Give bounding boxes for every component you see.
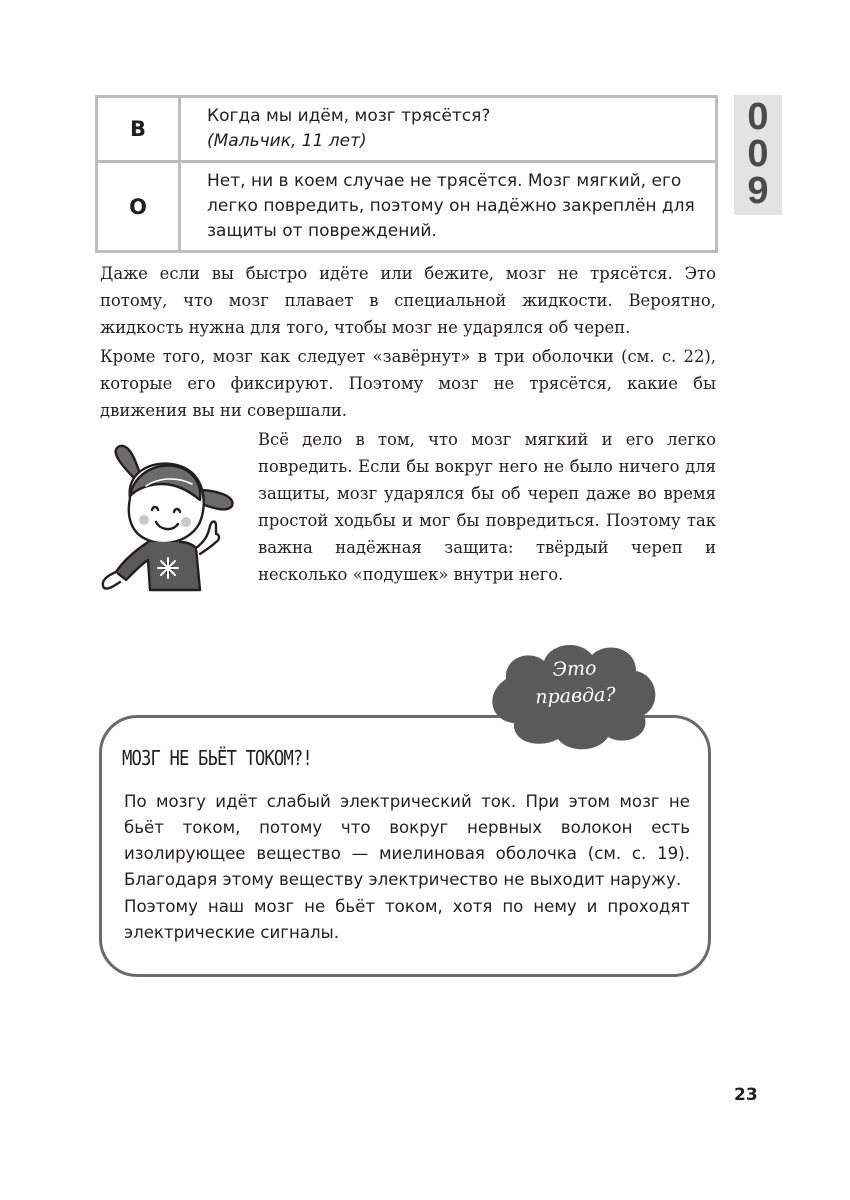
fact-box-paragraph-1: По мозгу идёт слабый электрический ток. При этом мозг не бьёт током, потому что вокруг нервных волокон есть изолирующее вещество — миелиновая оболочка (см. с. 19). Благодаря этому веществу электричество не выходит наружу. (124, 792, 690, 889)
answer-letter: О (97, 162, 180, 252)
question-text: Когда мы идём, мозг трясётся? (207, 106, 491, 126)
cloud-line-2: правда? (534, 683, 616, 709)
question-cell (180, 97, 717, 162)
tab-digit-1: 0 (747, 96, 769, 138)
question-letter: В (97, 97, 180, 162)
cloud-line-1: Это (552, 657, 597, 681)
question-author: (Мальчик, 11 лет) (207, 131, 367, 151)
tab-digit-2: 0 (747, 133, 769, 175)
body-paragraph-2: Кроме того, мозг как следует «завёрнут» в три оболочки (см. с. 22), которые его фиксируют. Поэтому мозг не трясётся, какие бы движения вы ни совершали. (100, 347, 716, 420)
qa-table (95, 95, 718, 253)
fact-box-paragraph-2: Поэтому наш мозг не бьёт током, хотя по нему и проходят электрические сигналы. (124, 897, 690, 942)
answer-row (97, 162, 717, 252)
question-number-tab (734, 95, 782, 215)
answer-text: Нет, ни в коем случае не трясётся. Мозг мягкий, его легко повредить, поэтому он надёжно закреплён для защиты от повреждений. (180, 162, 717, 252)
fact-box-title: МОЗГ НЕ БЬЁТ ТОКОМ?! (122, 746, 312, 770)
girl-illustration (96, 440, 246, 610)
body-paragraph-1: Даже если вы быстро идёте или бежите, мозг не трясётся. Это потому, что мозг плавает в специальной жидкости. Вероятно, жидкость нужна для того, чтобы мозг не ударялся об череп. (100, 264, 716, 337)
body-paragraph-3: Всё дело в том, что мозг мягкий и его легко повредить. Если бы вокруг него не было ничего для защиты, мозг ударялся бы об череп даже во время простой ходьбы и мог бы повредиться. Поэтому так важна надёжная защита: твёрдый череп и несколько «подушек» внутри него. (258, 430, 716, 584)
tab-digit-3: 9 (747, 170, 769, 212)
question-row (97, 97, 717, 162)
cloud-label (514, 654, 636, 712)
page-number: 23 (734, 1085, 758, 1105)
